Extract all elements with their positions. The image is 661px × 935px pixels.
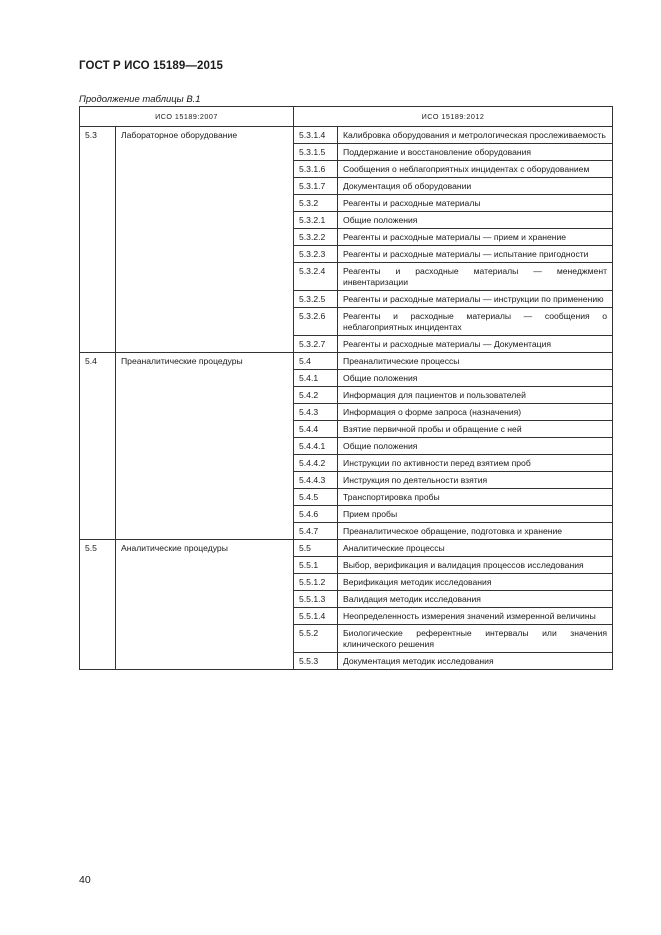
section-2012-number: 5.4.3: [294, 404, 338, 421]
section-2012-number: 5.3.2: [294, 195, 338, 212]
section-2012-number: 5.4.4.2: [294, 455, 338, 472]
section-2012-title: Общие положения: [338, 370, 613, 387]
section-2007-number: 5.3: [80, 127, 116, 353]
correspondence-table: [79, 106, 613, 670]
section-2012-number: 5.4: [294, 353, 338, 370]
section-2012-title: Реагенты и расходные материалы — инструкции по применению: [338, 291, 613, 308]
section-2012-number: 5.3.1.7: [294, 178, 338, 195]
section-2012-number: 5.5.3: [294, 653, 338, 670]
table-caption: Продолжение таблицы В.1: [79, 94, 201, 105]
section-2012-number: 5.5: [294, 540, 338, 557]
section-2012-title: Общие положения: [338, 212, 613, 229]
table-row: [80, 353, 613, 370]
section-2012-number: 5.4.6: [294, 506, 338, 523]
section-2012-number: 5.3.1.5: [294, 144, 338, 161]
page-number: 40: [79, 874, 91, 886]
section-2012-title: Выбор, верификация и валидация процессов исследования: [338, 557, 613, 574]
section-2012-number: 5.3.2.5: [294, 291, 338, 308]
section-2012-title: Реагенты и расходные материалы — испытание пригодности: [338, 246, 613, 263]
section-2012-number: 5.3.1.4: [294, 127, 338, 144]
document-header: ГОСТ Р ИСО 15189—2015: [79, 60, 224, 72]
section-2012-title: Преаналитические процессы: [338, 353, 613, 370]
section-2012-title: Информация о форме запроса (назначения): [338, 404, 613, 421]
section-2012-number: 5.3.1.6: [294, 161, 338, 178]
table-row: [80, 540, 613, 557]
section-2007-number: 5.5: [80, 540, 116, 670]
section-2007-title: Аналитические процедуры: [116, 540, 294, 670]
section-2012-title: Биологические референтные интервалы или значения клинического решения: [338, 625, 613, 653]
section-2012-title: Реагенты и расходные материалы — менеджмент инвентаризации: [338, 263, 613, 291]
section-2012-number: 5.4.4: [294, 421, 338, 438]
table-row: [80, 127, 613, 144]
section-2012-title: Реагенты и расходные материалы — сообщения о неблагоприятных инцидентах: [338, 308, 613, 336]
section-2012-number: 5.3.2.7: [294, 336, 338, 353]
section-2012-title: Документация об оборудовании: [338, 178, 613, 195]
section-2012-number: 5.3.2.2: [294, 229, 338, 246]
section-2012-number: 5.3.2.1: [294, 212, 338, 229]
section-2012-title: Поддержание и восстановление оборудования: [338, 144, 613, 161]
section-2012-title: Реагенты и расходные материалы: [338, 195, 613, 212]
section-2012-title: Инструкция по деятельности взятия: [338, 472, 613, 489]
section-2012-number: 5.5.1.4: [294, 608, 338, 625]
section-2012-title: Калибровка оборудования и метрологическая прослеживаемость: [338, 127, 613, 144]
section-2012-number: 5.5.1: [294, 557, 338, 574]
section-2012-number: 5.4.5: [294, 489, 338, 506]
section-2012-title: Взятие первичной пробы и обращение с ней: [338, 421, 613, 438]
section-2012-title: Валидация методик исследования: [338, 591, 613, 608]
section-2012-number: 5.5.1.3: [294, 591, 338, 608]
section-2012-title: Сообщения о неблагоприятных инцидентах с оборудованием: [338, 161, 613, 178]
section-2007-title: Преаналитические процедуры: [116, 353, 294, 540]
section-2012-number: 5.4.4.3: [294, 472, 338, 489]
section-2012-number: 5.4.4.1: [294, 438, 338, 455]
section-2012-number: 5.4.7: [294, 523, 338, 540]
section-2012-number: 5.5.1.2: [294, 574, 338, 591]
section-2012-title: Неопределенность измерения значений измеренной величины: [338, 608, 613, 625]
section-2012-title: Транспортировка пробы: [338, 489, 613, 506]
section-2012-title: Преаналитическое обращение, подготовка и хранение: [338, 523, 613, 540]
section-2012-number: 5.4.2: [294, 387, 338, 404]
header-iso-2007: ИСО 15189:2007: [80, 107, 294, 127]
section-2012-title: Реагенты и расходные материалы — прием и хранение: [338, 229, 613, 246]
table-body: [80, 127, 613, 670]
section-2012-title: Общие положения: [338, 438, 613, 455]
header-iso-2012: ИСО 15189:2012: [294, 107, 613, 127]
section-2012-number: 5.5.2: [294, 625, 338, 653]
section-2012-title: Верификация методик исследования: [338, 574, 613, 591]
section-2012-title: Реагенты и расходные материалы — Документация: [338, 336, 613, 353]
table-header-row: [80, 107, 613, 127]
section-2012-number: 5.3.2.6: [294, 308, 338, 336]
section-2007-title: Лабораторное оборудование: [116, 127, 294, 353]
section-2012-number: 5.3.2.3: [294, 246, 338, 263]
section-2012-title: Информация для пациентов и пользователей: [338, 387, 613, 404]
section-2012-number: 5.3.2.4: [294, 263, 338, 291]
section-2012-title: Прием пробы: [338, 506, 613, 523]
section-2012-title: Инструкции по активности перед взятием проб: [338, 455, 613, 472]
section-2007-number: 5.4: [80, 353, 116, 540]
section-2012-number: 5.4.1: [294, 370, 338, 387]
section-2012-title: Аналитические процессы: [338, 540, 613, 557]
section-2012-title: Документация методик исследования: [338, 653, 613, 670]
